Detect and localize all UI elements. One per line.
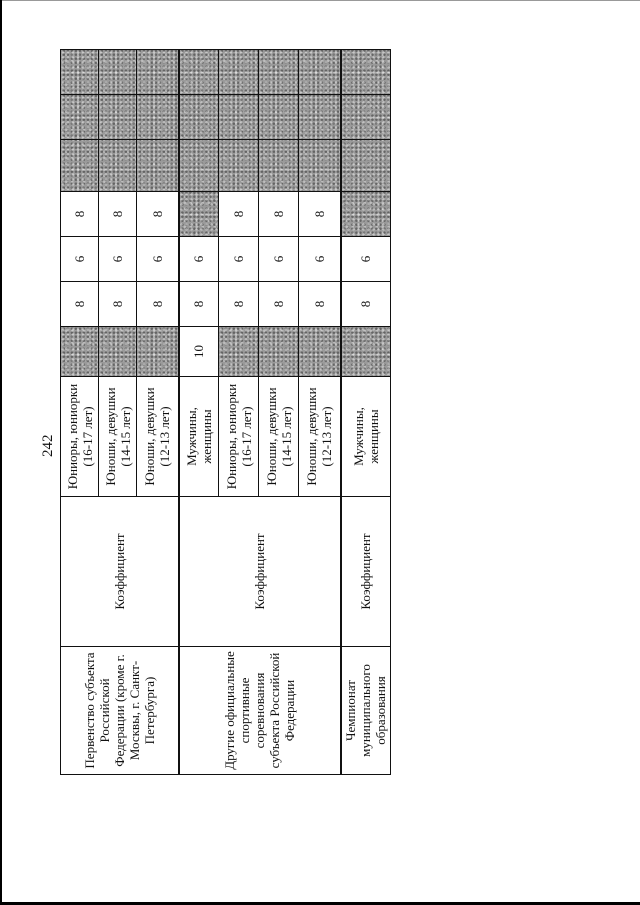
value-cell: 8	[259, 282, 299, 327]
competition-cell: Первенство субъекта Российской Федерации (кроме г. Москвы, г. Санкт-Петербурга)	[61, 647, 179, 775]
shaded-value-cell	[259, 95, 299, 140]
table-row	[179, 50, 219, 775]
age-category-cell: Юноши, девушки (12-13 лет)	[137, 377, 179, 497]
shaded-value-cell	[341, 50, 391, 95]
competition-cell: Другие официальные спортивные соревнования субъекта Российской Федерации	[179, 647, 341, 775]
shaded-value-cell	[137, 140, 179, 192]
shaded-value-cell	[299, 50, 341, 95]
shaded-value-cell	[61, 50, 99, 95]
value-cell: 8	[99, 282, 137, 327]
value-cell: 8	[259, 192, 299, 237]
shaded-value-cell	[299, 95, 341, 140]
age-category-cell: Юниоры, юниорки (16-17 лет)	[61, 377, 99, 497]
value-cell: 6	[299, 237, 341, 282]
shaded-value-cell	[341, 95, 391, 140]
value-cell: 8	[99, 192, 137, 237]
age-category-cell: Юноши, девушки (12-13 лет)	[299, 377, 341, 497]
shaded-value-cell	[137, 327, 179, 377]
value-cell: 10	[179, 327, 219, 377]
shaded-value-cell	[61, 327, 99, 377]
coefficient-label-cell: Коэффициент	[179, 497, 341, 647]
age-category-cell: Мужчины, женщины	[341, 377, 391, 497]
shaded-value-cell	[179, 140, 219, 192]
shaded-value-cell	[259, 140, 299, 192]
value-cell: 8	[137, 282, 179, 327]
page-top-edge	[0, 0, 640, 1]
shaded-value-cell	[99, 327, 137, 377]
value-cell: 6	[137, 237, 179, 282]
shaded-value-cell	[179, 50, 219, 95]
value-cell: 6	[341, 237, 391, 282]
shaded-value-cell	[61, 95, 99, 140]
value-cell: 6	[179, 237, 219, 282]
value-cell: 8	[299, 192, 341, 237]
table-row	[61, 50, 99, 775]
value-cell: 8	[341, 282, 391, 327]
age-category-cell: Юноши, девушки (14-15 лет)	[99, 377, 137, 497]
shaded-value-cell	[341, 140, 391, 192]
value-cell: 6	[219, 237, 259, 282]
value-cell: 8	[179, 282, 219, 327]
value-cell: 6	[61, 237, 99, 282]
value-cell: 6	[259, 237, 299, 282]
table-row	[341, 50, 391, 775]
shaded-value-cell	[61, 140, 99, 192]
shaded-value-cell	[179, 192, 219, 237]
age-category-cell: Юноши, девушки (14-15 лет)	[259, 377, 299, 497]
value-cell: 8	[61, 282, 99, 327]
value-cell: 8	[219, 192, 259, 237]
shaded-value-cell	[137, 50, 179, 95]
competition-cell: Чемпионат муниципального образования	[341, 647, 391, 775]
shaded-value-cell	[299, 327, 341, 377]
value-cell: 8	[299, 282, 341, 327]
table-body	[61, 50, 391, 775]
coefficient-label-cell: Коэффициент	[341, 497, 391, 647]
age-category-cell: Мужчины, женщины	[179, 377, 219, 497]
rotated-page-content	[40, 50, 390, 775]
value-cell: 8	[137, 192, 179, 237]
shaded-value-cell	[219, 327, 259, 377]
shaded-value-cell	[99, 50, 137, 95]
shaded-value-cell	[219, 140, 259, 192]
value-cell: 8	[61, 192, 99, 237]
value-cell: 6	[99, 237, 137, 282]
shaded-value-cell	[219, 50, 259, 95]
coefficients-table	[60, 49, 391, 775]
shaded-value-cell	[259, 50, 299, 95]
page-left-edge	[0, 0, 2, 905]
value-cell: 8	[219, 282, 259, 327]
page-number: 242	[40, 434, 56, 457]
shaded-value-cell	[299, 140, 341, 192]
age-category-cell: Юниоры, юниорки (16-17 лет)	[219, 377, 259, 497]
shaded-value-cell	[259, 327, 299, 377]
shaded-value-cell	[137, 95, 179, 140]
shaded-value-cell	[219, 95, 259, 140]
shaded-value-cell	[341, 327, 391, 377]
shaded-value-cell	[179, 95, 219, 140]
coefficient-label-cell: Коэффициент	[61, 497, 179, 647]
shaded-value-cell	[341, 192, 391, 237]
shaded-value-cell	[99, 140, 137, 192]
shaded-value-cell	[99, 95, 137, 140]
